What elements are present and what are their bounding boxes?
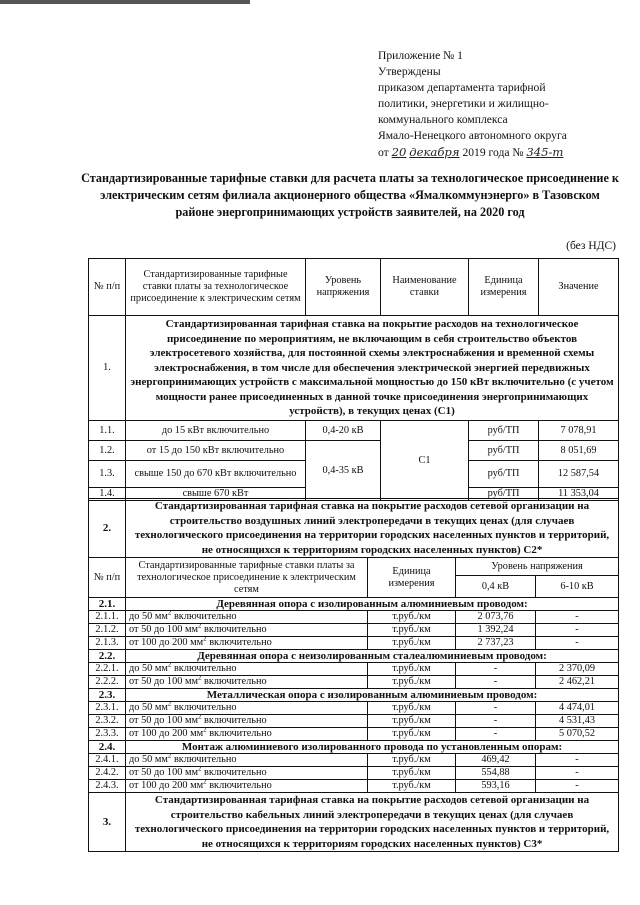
- row-number: 2.4.1.: [89, 754, 126, 767]
- desc-tail: включительно: [201, 624, 267, 635]
- table-row: [89, 624, 619, 637]
- group-row: [89, 741, 619, 754]
- row-number: 2.4.2.: [89, 767, 126, 780]
- desc-text: от 50 до 100 мм: [129, 767, 198, 778]
- row-number: 2.4.3.: [89, 780, 126, 793]
- group-row: [89, 689, 619, 702]
- desc-tail: включительно: [206, 780, 272, 791]
- row-number: 2.3.3.: [89, 728, 126, 741]
- unit-cell: т.руб./км: [368, 702, 456, 715]
- unit-cell: т.руб./км: [368, 767, 456, 780]
- value-6-10kv: -: [536, 611, 619, 624]
- group-row: [89, 650, 619, 663]
- row-number: 2.3.2.: [89, 715, 126, 728]
- desc-tail: включительно: [201, 715, 267, 726]
- date-month: декабря: [409, 145, 460, 159]
- header-cell: Наименование ставки: [381, 259, 469, 316]
- tariff-table-c1: [88, 258, 619, 501]
- row-desc: [126, 715, 368, 728]
- section-number: 1.: [89, 316, 126, 421]
- desc-text: от 100 до 200 мм: [129, 780, 204, 791]
- desc-tail: включительно: [171, 702, 237, 713]
- section-title: Стандартизированная тарифная ставка на покрытие расходов сетевой организации на строительство воздушных линий электропередачи в текущих ценах (для случаев технологического присоединения на территории городских населенных пунктов и территорий, не относящихся к территориям городских населенных пунктов) С2*: [126, 499, 619, 558]
- desc-text: от 100 до 200 мм: [129, 637, 204, 648]
- table-header-row: [89, 558, 619, 576]
- row-desc: [126, 637, 368, 650]
- row-desc: [126, 767, 368, 780]
- row-number: 1.1.: [89, 421, 126, 441]
- appendix-label: Приложение № 1: [378, 49, 463, 62]
- row-desc: [126, 676, 368, 689]
- unit-cell: руб/ТП: [469, 421, 539, 441]
- group-number: 2.3.: [89, 689, 126, 702]
- value-cell: 11 353,04: [539, 488, 619, 501]
- table-row: [89, 767, 619, 780]
- desc-text: до 50 мм: [129, 663, 168, 674]
- header-cell: Единица измерения: [368, 558, 456, 598]
- value-6-10kv: 4 531,43: [536, 715, 619, 728]
- desc-text: от 50 до 100 мм: [129, 715, 198, 726]
- desc-tail: включительно: [206, 637, 272, 648]
- value-6-10kv: -: [536, 780, 619, 793]
- unit-cell: т.руб./км: [368, 676, 456, 689]
- row-number: 2.2.2.: [89, 676, 126, 689]
- group-title: Деревянная опора с неизолированным сталеалюминиевым проводом:: [126, 650, 619, 663]
- desc-text: от 50 до 100 мм: [129, 624, 198, 635]
- table-row: [89, 611, 619, 624]
- header-cell: Стандартизированные тарифные ставки платы за технологическое присоединение к электрическим сетям: [126, 259, 306, 316]
- group-title: Монтаж алюминиевого изолированного провода по установленным опорам:: [126, 741, 619, 754]
- value-6-10kv: -: [536, 754, 619, 767]
- unit-cell: т.руб./км: [368, 663, 456, 676]
- unit-cell: руб/ТП: [469, 441, 539, 461]
- unit-cell: т.руб./км: [368, 728, 456, 741]
- section-row: [89, 499, 619, 558]
- desc-tail: включительно: [171, 611, 237, 622]
- row-number: 2.2.1.: [89, 663, 126, 676]
- row-number: 1.4.: [89, 488, 126, 501]
- desc-text: до 50 мм: [129, 702, 168, 713]
- header-cell: Единица измерения: [469, 259, 539, 316]
- table-header-row: [89, 259, 619, 316]
- row-desc: [126, 611, 368, 624]
- value-6-10kv: -: [536, 624, 619, 637]
- row-desc: [126, 754, 368, 767]
- approval-line: политики, энергетики и жилищно-: [378, 97, 549, 110]
- row-desc: свыше 670 кВт: [126, 488, 306, 501]
- section-row: [89, 793, 619, 852]
- value-6-10kv: 5 070,52: [536, 728, 619, 741]
- value-cell: 7 078,91: [539, 421, 619, 441]
- date-day: 20: [391, 145, 407, 159]
- document-title: Стандартизированные тарифные ставки для расчета платы за технологическое присоединение к электрическим сетям филиала акционерного общества «Ямалкоммунэнерго» в Тазовском районе энергопринимающих устройств заявителей, на 2020 год: [81, 171, 619, 219]
- group-number: 2.1.: [89, 598, 126, 611]
- rate-name-cell: С1: [381, 421, 469, 501]
- voltage-cell: 0,4-20 кВ: [306, 421, 381, 441]
- group-title: Металлическая опора с изолированным алюминиевым проводом:: [126, 689, 619, 702]
- section-number: 2.: [89, 499, 126, 558]
- table-row: [89, 715, 619, 728]
- group-row: [89, 598, 619, 611]
- superscript: 2: [203, 636, 207, 643]
- value-04kv: -: [456, 702, 536, 715]
- group-number: 2.2.: [89, 650, 126, 663]
- section-title: Стандартизированная тарифная ставка на покрытие расходов сетевой организации на строительство кабельных линий электропередачи в текущих ценах (для случаев технологического присоединения на территории городских населенных пунктов и территорий, не относящихся к территориям городских населенных пунктов) С3*: [126, 793, 619, 852]
- desc-text: до 50 мм: [129, 611, 168, 622]
- table-row: [89, 441, 619, 461]
- header-cell: № п/п: [89, 259, 126, 316]
- row-desc: [126, 702, 368, 715]
- superscript: 2: [203, 727, 207, 734]
- value-04kv: 593,16: [456, 780, 536, 793]
- value-04kv: -: [456, 728, 536, 741]
- row-desc: [126, 780, 368, 793]
- table-row: [89, 421, 619, 441]
- row-number: 2.1.1.: [89, 611, 126, 624]
- desc-text: от 50 до 100 мм: [129, 676, 198, 687]
- unit-cell: т.руб./км: [368, 624, 456, 637]
- date-prefix: от: [378, 146, 389, 159]
- unit-cell: руб/ТП: [469, 461, 539, 488]
- order-number: 345-т: [526, 145, 564, 159]
- table-row: [89, 728, 619, 741]
- row-desc: от 15 до 150 кВт включительно: [126, 441, 306, 461]
- desc-tail: включительно: [206, 728, 272, 739]
- desc-tail: включительно: [201, 676, 267, 687]
- superscript: 2: [167, 662, 172, 669]
- row-desc: [126, 663, 368, 676]
- unit-cell: т.руб./км: [368, 754, 456, 767]
- row-desc: [126, 728, 368, 741]
- row-number: 1.2.: [89, 441, 126, 461]
- desc-text: до 50 мм: [129, 754, 168, 765]
- scan-edge: [0, 0, 250, 4]
- approval-line: приказом департамента тарифной: [378, 81, 546, 94]
- section-number: 3.: [89, 793, 126, 852]
- unit-cell: т.руб./км: [368, 611, 456, 624]
- superscript: 2: [197, 766, 202, 773]
- group-number: 2.4.: [89, 741, 126, 754]
- date-year: 2019 года №: [462, 146, 524, 159]
- value-04kv: 554,88: [456, 767, 536, 780]
- value-6-10kv: -: [536, 767, 619, 780]
- table-row: [89, 780, 619, 793]
- row-desc: до 15 кВт включительно: [126, 421, 306, 441]
- table-row: [89, 676, 619, 689]
- superscript: 2: [167, 610, 172, 617]
- approved-label: Утверждены: [378, 65, 441, 78]
- table-row: [89, 663, 619, 676]
- value-04kv: 1 392,24: [456, 624, 536, 637]
- value-04kv: 2 737,23: [456, 637, 536, 650]
- desc-tail: включительно: [171, 754, 237, 765]
- header-cell: 6-10 кВ: [536, 576, 619, 598]
- vat-note: (без НДС): [566, 240, 616, 252]
- superscript: 2: [197, 623, 202, 630]
- section-title: Стандартизированная тарифная ставка на покрытие расходов на технологическое присоединение по мероприятиям, не включающим в себя строительство объектов электросетевого хозяйства, для постоянной схемы электроснабжения и временной схемы электроснабжения, в том числе для обеспечения электрической энергией передвижных энергопринимающих устройств с максимальной мощностью до 150 кВт включительно (с учетом мощности ранее присоединенных в данной точке присоединения энергопринимающих устройств), в текущих ценах (С1): [126, 316, 619, 421]
- group-title: Деревянная опора с изолированным алюминиевым проводом:: [126, 598, 619, 611]
- row-number: 2.1.3.: [89, 637, 126, 650]
- superscript: 2: [167, 753, 172, 760]
- value-04kv: 2 073,76: [456, 611, 536, 624]
- row-number: 2.1.2.: [89, 624, 126, 637]
- header-cell: Значение: [539, 259, 619, 316]
- value-04kv: -: [456, 676, 536, 689]
- unit-cell: т.руб./км: [368, 715, 456, 728]
- table-row: [89, 754, 619, 767]
- unit-cell: т.руб./км: [368, 637, 456, 650]
- value-6-10kv: 4 474,01: [536, 702, 619, 715]
- approval-line: Ямало-Ненецкого автономного округа: [378, 129, 567, 142]
- row-number: 1.3.: [89, 461, 126, 488]
- value-cell: 8 051,69: [539, 441, 619, 461]
- superscript: 2: [197, 675, 202, 682]
- desc-tail: включительно: [171, 663, 237, 674]
- row-desc: [126, 624, 368, 637]
- voltage-cell: 0,4-35 кВ: [306, 441, 381, 501]
- header-cell: № п/п: [89, 558, 126, 598]
- superscript: 2: [203, 779, 207, 786]
- value-04kv: 469,42: [456, 754, 536, 767]
- superscript: 2: [167, 701, 172, 708]
- header-cell: Уровень напряжения: [306, 259, 381, 316]
- value-04kv: -: [456, 663, 536, 676]
- value-6-10kv: 2 462,21: [536, 676, 619, 689]
- superscript: 2: [197, 714, 202, 721]
- unit-cell: руб/ТП: [469, 488, 539, 501]
- unit-cell: т.руб./км: [368, 780, 456, 793]
- value-6-10kv: -: [536, 637, 619, 650]
- header-cell: Уровень напряжения: [456, 558, 619, 576]
- tariff-table-c2: [88, 498, 619, 852]
- table-row: [89, 637, 619, 650]
- approval-block: [378, 48, 567, 161]
- value-04kv: -: [456, 715, 536, 728]
- approval-date: [378, 144, 567, 161]
- row-desc: свыше 150 до 670 кВт включительно: [126, 461, 306, 488]
- table-row: [89, 702, 619, 715]
- value-6-10kv: 2 370,09: [536, 663, 619, 676]
- value-cell: 12 587,54: [539, 461, 619, 488]
- header-cell: Стандартизированные тарифные ставки платы за технологическое присоединение к электрическим сетям: [126, 558, 368, 598]
- desc-tail: включительно: [201, 767, 267, 778]
- section-row: [89, 316, 619, 421]
- desc-text: от 100 до 200 мм: [129, 728, 204, 739]
- row-number: 2.3.1.: [89, 702, 126, 715]
- approval-line: коммунального комплекса: [378, 113, 508, 126]
- header-cell: 0,4 кВ: [456, 576, 536, 598]
